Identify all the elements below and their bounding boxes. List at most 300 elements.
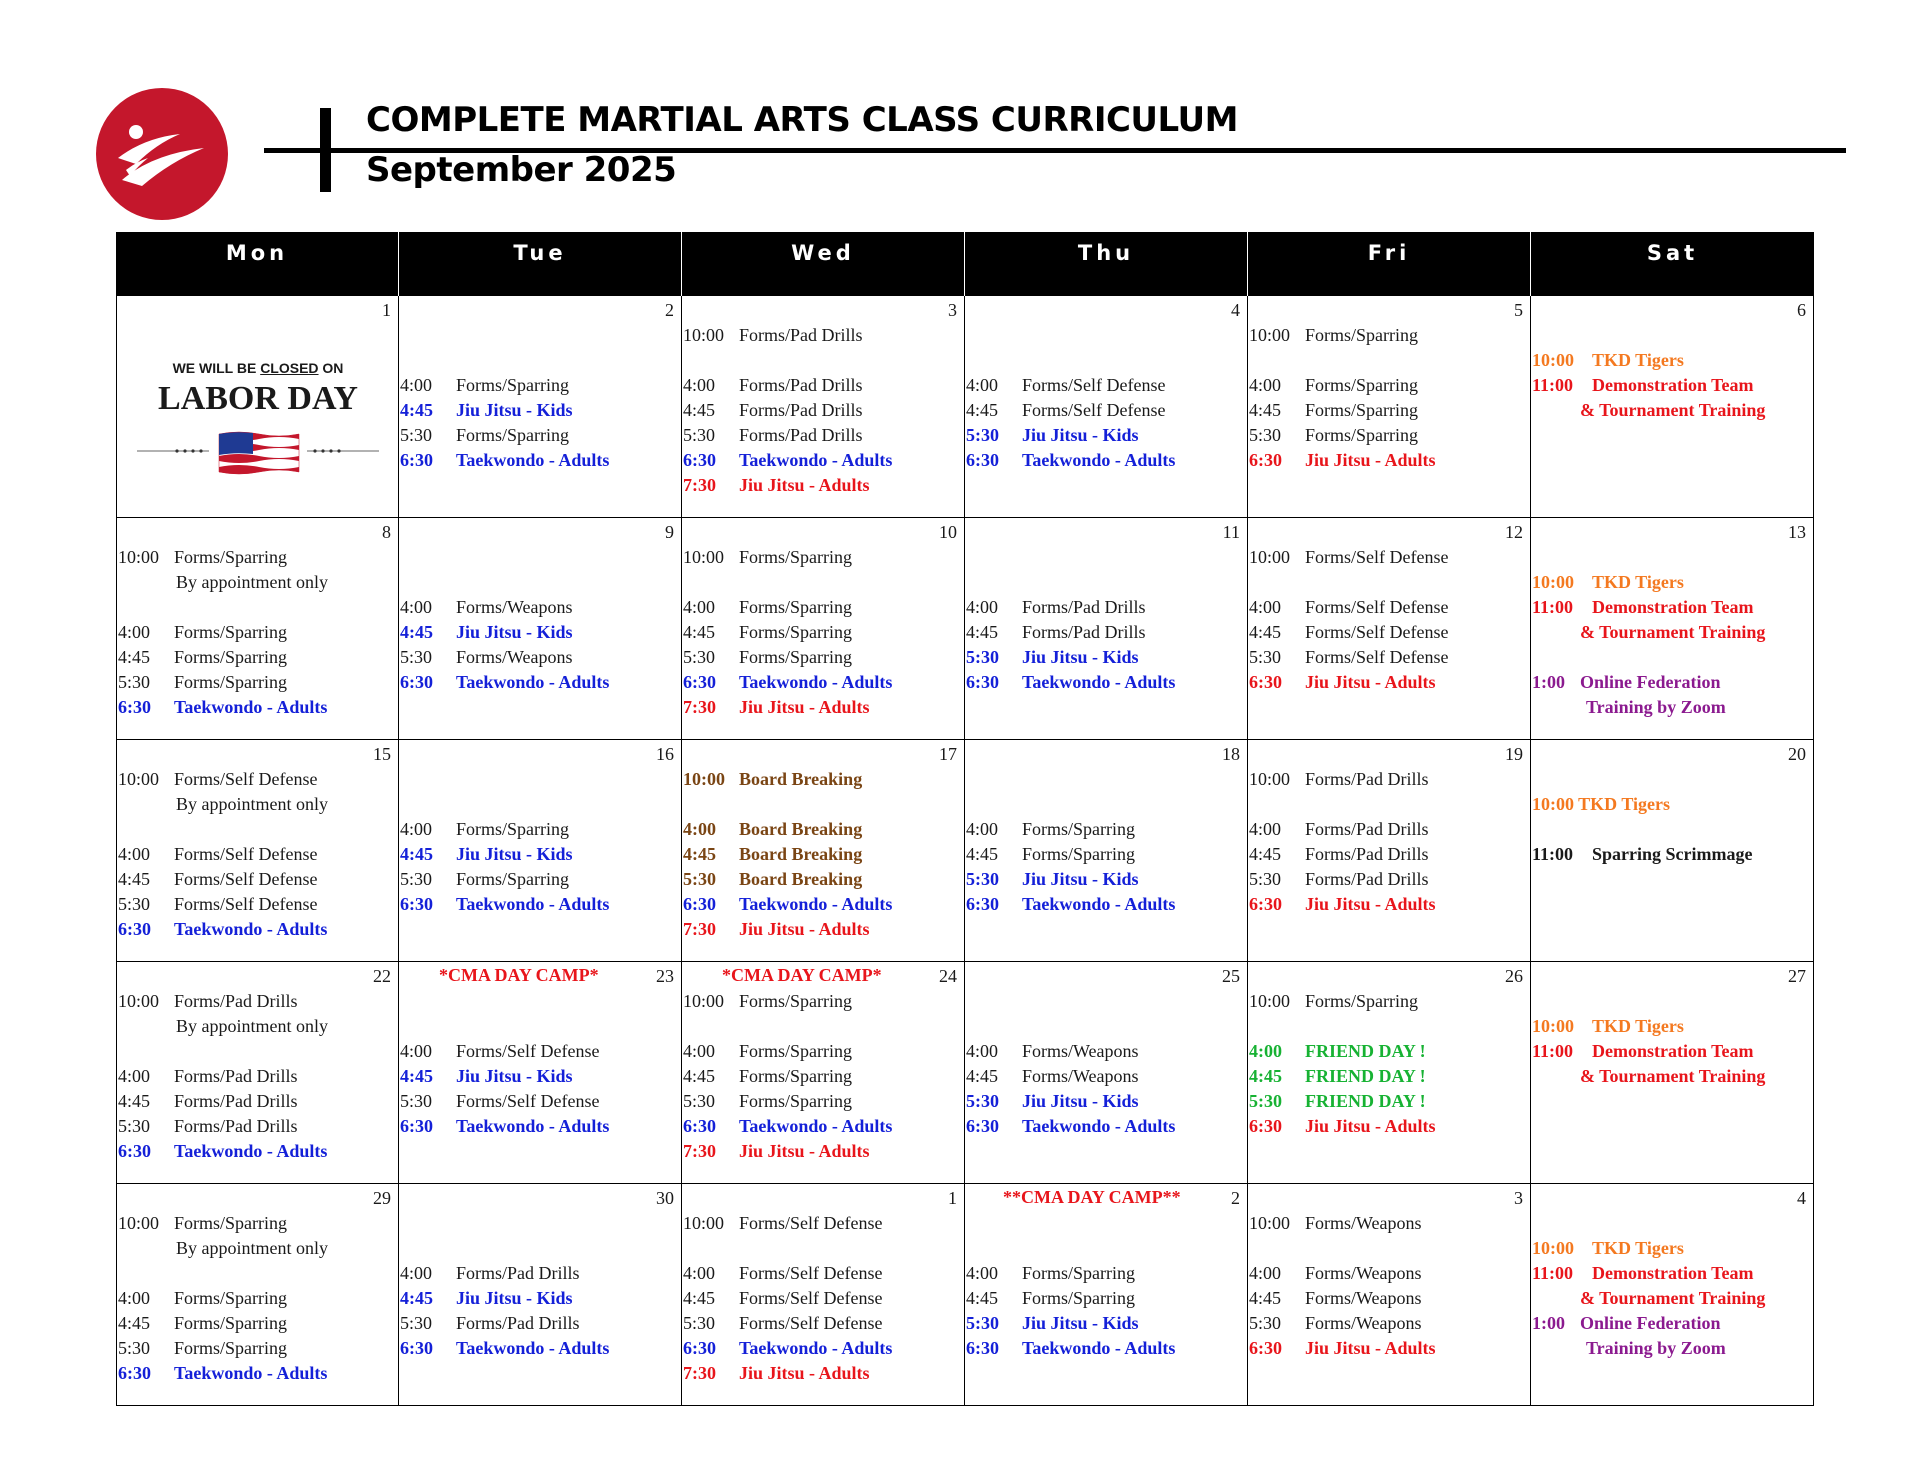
spacer — [966, 570, 1247, 595]
day-cell — [399, 962, 682, 1184]
class-entry — [118, 645, 398, 670]
class-time: 6:30 — [118, 919, 151, 939]
class-time: 5:30 — [1249, 869, 1282, 889]
class-name: Forms/Sparring — [1305, 991, 1419, 1011]
day-cell — [1248, 740, 1531, 962]
class-time: 10:00 — [118, 547, 160, 567]
class-name: TKD Tigers — [1592, 350, 1684, 370]
class-name: Forms/Sparring — [1305, 325, 1419, 345]
class-name: Forms/Sparring — [174, 547, 288, 567]
class-time: 10:00 — [683, 1213, 725, 1233]
class-time: 6:30 — [1249, 1116, 1282, 1136]
class-time: 4:00 — [118, 622, 151, 642]
day-number: 3 — [948, 300, 957, 320]
class-entry — [683, 817, 964, 842]
class-name: By appointment only — [176, 572, 328, 592]
class-entry — [966, 645, 1247, 670]
class-time: 4:45 — [1249, 844, 1282, 864]
day-cell — [116, 1184, 399, 1406]
spacer — [400, 1014, 681, 1039]
class-time: 4:45 — [966, 844, 999, 864]
class-list — [400, 989, 681, 1139]
class-name: & Tournament Training — [1580, 1066, 1766, 1086]
class-time: 10:00 — [1249, 325, 1291, 345]
class-entry — [683, 1114, 964, 1139]
class-list — [400, 1211, 681, 1361]
class-list — [400, 545, 681, 695]
class-time: 6:30 — [400, 1116, 433, 1136]
weekday-header-fri: Fri — [1248, 232, 1531, 296]
day-cell — [1531, 740, 1814, 962]
day-cell — [399, 518, 682, 740]
class-entry — [1532, 595, 1813, 620]
class-time: 4:45 — [683, 1288, 716, 1308]
day-cell — [116, 962, 399, 1184]
week-row — [116, 296, 1816, 518]
us-flag-icon — [137, 426, 379, 476]
class-name: Forms/Pad Drills — [739, 400, 863, 420]
class-entry — [118, 1139, 398, 1164]
spacer — [1532, 1211, 1813, 1236]
class-entry — [683, 620, 964, 645]
day-cell — [116, 296, 399, 518]
spacer — [1249, 348, 1530, 373]
day-number: 12 — [1505, 522, 1523, 542]
spacer — [118, 817, 398, 842]
day-camp-banner: *CMA DAY CAMP* — [439, 965, 599, 985]
class-name: Forms/Weapons — [1022, 1041, 1139, 1061]
class-entry — [118, 1014, 398, 1039]
day-camp-banner: **CMA DAY CAMP** — [1003, 1187, 1181, 1207]
logo — [96, 88, 228, 220]
class-time: 5:30 — [966, 1091, 999, 1111]
class-entry — [1532, 1336, 1813, 1361]
spacer — [966, 1236, 1247, 1261]
class-entry — [1249, 373, 1530, 398]
class-time: 4:00 — [400, 597, 433, 617]
class-name: Forms/Weapons — [1022, 1066, 1139, 1086]
week-row — [116, 1184, 1816, 1406]
class-list — [400, 323, 681, 473]
spacer — [966, 989, 1247, 1014]
class-time: 5:30 — [118, 894, 151, 914]
class-entry — [683, 1089, 964, 1114]
class-time: 6:30 — [118, 1363, 151, 1383]
class-time: 4:45 — [966, 1066, 999, 1086]
class-entry — [1532, 670, 1813, 695]
class-entry — [1249, 595, 1530, 620]
class-time: 7:30 — [683, 697, 716, 717]
class-entry — [683, 1139, 964, 1164]
class-name: Forms/Sparring — [1305, 375, 1419, 395]
class-entry — [683, 989, 964, 1014]
class-entry — [1532, 348, 1813, 373]
class-entry — [966, 817, 1247, 842]
class-time: 11:00 — [1532, 1041, 1574, 1061]
class-entry — [1249, 1336, 1530, 1361]
class-name: Taekwondo - Adults — [1022, 450, 1176, 470]
class-entry — [1249, 1039, 1530, 1064]
class-entry — [966, 670, 1247, 695]
class-time: 7:30 — [683, 1363, 716, 1383]
class-time: 4:00 — [400, 819, 433, 839]
class-time: 1:00 — [1532, 672, 1565, 692]
class-time: 10:00 — [1532, 572, 1574, 592]
class-name: Demonstration Team — [1592, 1263, 1754, 1283]
class-name: Taekwondo - Adults — [456, 450, 610, 470]
class-name: Taekwondo - Adults — [456, 1116, 610, 1136]
class-time: 6:30 — [966, 1116, 999, 1136]
day-cell — [1531, 518, 1814, 740]
class-name: Sparring Scrimmage — [1592, 844, 1753, 864]
class-name: Forms/Weapons — [1305, 1288, 1422, 1308]
spacer — [683, 348, 964, 373]
class-name: Online Federation — [1580, 1313, 1721, 1333]
day-cell — [116, 518, 399, 740]
class-entry — [400, 1261, 681, 1286]
class-name: Forms/Sparring — [739, 1041, 853, 1061]
spacer — [400, 792, 681, 817]
week-row — [116, 518, 1816, 740]
day-cell — [682, 962, 965, 1184]
class-entry — [400, 1311, 681, 1336]
class-time: 5:30 — [966, 1313, 999, 1333]
class-entry — [683, 545, 964, 570]
class-time: 6:30 — [400, 894, 433, 914]
class-name: FRIEND DAY ! — [1305, 1091, 1426, 1111]
class-entry — [400, 817, 681, 842]
class-time: 11:00 — [1532, 375, 1574, 395]
weekday-header-row — [116, 232, 1816, 296]
day-cell — [1248, 296, 1531, 518]
class-entry — [966, 1311, 1247, 1336]
class-time: 4:00 — [683, 375, 716, 395]
class-entry — [1249, 892, 1530, 917]
spacer — [400, 989, 681, 1014]
class-time: 5:30 — [400, 425, 433, 445]
class-time: 10:00 — [683, 769, 725, 789]
class-time: 4:45 — [400, 1288, 433, 1308]
class-entry — [1532, 1261, 1813, 1286]
class-time: 5:30 — [683, 425, 716, 445]
class-entry — [400, 670, 681, 695]
class-list — [966, 545, 1247, 695]
class-entry — [683, 595, 964, 620]
class-name: Forms/Sparring — [739, 991, 853, 1011]
labor-day-suffix: ON — [318, 360, 344, 376]
class-name: Jiu Jitsu - Adults — [739, 697, 870, 717]
class-name: & Tournament Training — [1580, 622, 1766, 642]
class-name: Jiu Jitsu - Kids — [456, 1288, 573, 1308]
class-name: Forms/Self Defense — [174, 844, 318, 864]
day-cell — [116, 740, 399, 962]
day-number: 1 — [382, 300, 391, 320]
class-name: Forms/Pad Drills — [1305, 819, 1429, 839]
spacer — [1249, 792, 1530, 817]
page-title: COMPLETE MARTIAL ARTS CLASS CURRICULUM — [366, 100, 1238, 140]
class-time: 10:00 — [1249, 1213, 1291, 1233]
class-name: Board Breaking — [739, 769, 863, 789]
class-name: Forms/Self Defense — [456, 1041, 600, 1061]
class-list — [400, 767, 681, 917]
class-time: 4:00 — [683, 1263, 716, 1283]
class-name: Forms/Weapons — [1305, 1263, 1422, 1283]
class-list — [118, 545, 398, 720]
class-name: Forms/Weapons — [1305, 1313, 1422, 1333]
class-entry — [400, 620, 681, 645]
class-entry — [966, 620, 1247, 645]
class-time: 4:00 — [966, 1263, 999, 1283]
class-entry — [1249, 323, 1530, 348]
class-time: 6:30 — [683, 450, 716, 470]
class-name: Forms/Sparring — [1022, 844, 1136, 864]
class-entry — [1532, 1014, 1813, 1039]
class-name: By appointment only — [176, 1016, 328, 1036]
class-time: 4:00 — [1249, 375, 1282, 395]
spacer — [966, 792, 1247, 817]
class-name: Forms/Pad Drills — [1305, 769, 1429, 789]
class-name: Forms/Pad Drills — [739, 325, 863, 345]
class-name: Forms/Self Defense — [739, 1288, 883, 1308]
weekday-header-wed: Wed — [682, 232, 965, 296]
class-time: 5:30 — [966, 425, 999, 445]
day-number: 3 — [1514, 1188, 1523, 1208]
class-list — [1532, 989, 1813, 1089]
day-cell — [1248, 518, 1531, 740]
class-entry — [400, 1336, 681, 1361]
weekday-header-mon: Mon — [116, 232, 399, 296]
class-entry — [400, 645, 681, 670]
class-entry — [683, 423, 964, 448]
class-time: 6:30 — [400, 672, 433, 692]
class-name: Board Breaking — [739, 819, 863, 839]
day-number: 19 — [1505, 744, 1523, 764]
class-entry — [683, 1039, 964, 1064]
class-time: 6:30 — [966, 894, 999, 914]
class-name: Taekwondo - Adults — [1022, 672, 1176, 692]
class-time: 7:30 — [683, 1141, 716, 1161]
class-entry — [1249, 867, 1530, 892]
class-time: 4:00 — [1249, 1041, 1282, 1061]
class-entry — [683, 695, 964, 720]
class-name: Forms/Sparring — [174, 1313, 288, 1333]
day-number: 8 — [382, 522, 391, 542]
class-name: Forms/Pad Drills — [456, 1313, 580, 1333]
class-list — [118, 989, 398, 1164]
class-time: 4:00 — [966, 819, 999, 839]
day-cell — [1248, 1184, 1531, 1406]
day-cell — [965, 1184, 1248, 1406]
class-time: 10:00 — [683, 325, 725, 345]
class-name: Forms/Pad Drills — [739, 425, 863, 445]
class-entry — [683, 398, 964, 423]
class-name: Forms/Self Defense — [739, 1213, 883, 1233]
class-name: Forms/Pad Drills — [1305, 869, 1429, 889]
class-time: 6:30 — [683, 672, 716, 692]
class-time: 6:30 — [118, 697, 151, 717]
class-entry — [400, 398, 681, 423]
class-time: 4:45 — [118, 869, 151, 889]
calendar-grid — [116, 232, 1816, 1406]
weekday-header-thu: Thu — [965, 232, 1248, 296]
class-entry — [400, 867, 681, 892]
class-time: 10:00 — [1249, 769, 1291, 789]
class-time: 5:30 — [1249, 647, 1282, 667]
class-time: 6:30 — [966, 672, 999, 692]
class-time: 4:00 — [966, 1041, 999, 1061]
class-name: Forms/Sparring — [174, 1338, 288, 1358]
day-number: 17 — [939, 744, 957, 764]
class-entry — [118, 570, 398, 595]
class-list — [1532, 323, 1813, 423]
class-entry — [118, 1286, 398, 1311]
class-time: 4:00 — [118, 1288, 151, 1308]
class-list — [683, 545, 964, 720]
class-time: 10:00 — [1249, 991, 1291, 1011]
day-number: 4 — [1797, 1188, 1806, 1208]
class-name: Jiu Jitsu - Kids — [1022, 869, 1139, 889]
class-time: 4:00 — [966, 375, 999, 395]
day-number: 24 — [939, 966, 957, 986]
class-name: Forms/Sparring — [739, 547, 853, 567]
class-entry — [966, 373, 1247, 398]
class-entry — [683, 1311, 964, 1336]
spacer — [683, 570, 964, 595]
spacer — [683, 1236, 964, 1261]
day-number: 22 — [373, 966, 391, 986]
class-name: Forms/Self Defense — [1305, 597, 1449, 617]
day-camp-banner: *CMA DAY CAMP* — [722, 965, 882, 985]
class-name: Forms/Self Defense — [1022, 375, 1166, 395]
class-entry — [1532, 1286, 1813, 1311]
class-list — [1532, 545, 1813, 720]
class-entry — [1249, 1261, 1530, 1286]
day-cell — [1248, 962, 1531, 1184]
class-list — [966, 767, 1247, 917]
class-time: 5:30 — [683, 647, 716, 667]
spacer — [1532, 645, 1813, 670]
class-name: Jiu Jitsu - Adults — [1305, 894, 1436, 914]
class-entry — [118, 670, 398, 695]
spacer — [1249, 1236, 1530, 1261]
class-list — [1249, 767, 1530, 917]
class-entry — [1249, 989, 1530, 1014]
class-entry — [683, 473, 964, 498]
class-entry — [118, 1114, 398, 1139]
class-time: 4:45 — [683, 1066, 716, 1086]
class-name: Taekwondo - Adults — [174, 1363, 328, 1383]
calendar-weeks — [116, 296, 1816, 1406]
class-name: Forms/Sparring — [174, 622, 288, 642]
class-entry — [1532, 1064, 1813, 1089]
class-entry — [1532, 398, 1813, 423]
class-entry — [1249, 1114, 1530, 1139]
class-time: 5:30 — [1249, 425, 1282, 445]
class-entry — [1249, 398, 1530, 423]
class-list — [1249, 545, 1530, 695]
class-name: Forms/Pad Drills — [1305, 844, 1429, 864]
class-name: Taekwondo - Adults — [739, 672, 893, 692]
class-time: 4:45 — [400, 622, 433, 642]
day-number: 23 — [656, 966, 674, 986]
class-entry — [683, 842, 964, 867]
class-time: 4:00 — [400, 375, 433, 395]
class-entry — [683, 670, 964, 695]
class-list — [1249, 323, 1530, 473]
class-entry — [400, 842, 681, 867]
class-time: 4:45 — [400, 400, 433, 420]
spacer — [1532, 767, 1813, 792]
class-time: 4:45 — [966, 1288, 999, 1308]
spacer — [966, 545, 1247, 570]
class-name: Forms/Weapons — [456, 647, 573, 667]
class-entry — [118, 1236, 398, 1261]
class-entry — [1532, 695, 1813, 720]
class-time: 10:00 — [1532, 1238, 1574, 1258]
day-number: 29 — [373, 1188, 391, 1208]
class-name: Jiu Jitsu - Kids — [1022, 425, 1139, 445]
spacer — [1532, 989, 1813, 1014]
labor-day-line1 — [137, 360, 379, 376]
class-name: Forms/Pad Drills — [174, 1091, 298, 1111]
class-time: 11:00 — [1532, 844, 1574, 864]
class-list — [1532, 767, 1813, 867]
class-time: 5:30 — [1249, 1091, 1282, 1111]
class-name: Forms/Sparring — [456, 375, 570, 395]
class-name: Forms/Pad Drills — [1022, 622, 1146, 642]
class-name: Forms/Sparring — [1022, 1263, 1136, 1283]
class-time: 4:45 — [400, 844, 433, 864]
class-entry — [118, 917, 398, 942]
class-name: Forms/Self Defense — [174, 894, 318, 914]
class-name: Taekwondo - Adults — [1022, 1338, 1176, 1358]
class-list — [683, 323, 964, 498]
class-name: Forms/Pad Drills — [174, 1116, 298, 1136]
spacer — [966, 1211, 1247, 1236]
class-entry — [683, 892, 964, 917]
day-number: 6 — [1797, 300, 1806, 320]
class-entry — [966, 448, 1247, 473]
class-name: Taekwondo - Adults — [456, 1338, 610, 1358]
class-list — [118, 1211, 398, 1386]
class-name: Forms/Sparring — [1305, 425, 1419, 445]
class-name: Forms/Pad Drills — [1022, 597, 1146, 617]
class-name: Forms/Pad Drills — [174, 1066, 298, 1086]
class-list — [1249, 1211, 1530, 1361]
class-entry — [400, 892, 681, 917]
day-number: 25 — [1222, 966, 1240, 986]
class-entry — [966, 1089, 1247, 1114]
class-name: Demonstration Team — [1592, 375, 1754, 395]
class-time: 4:45 — [683, 844, 716, 864]
class-entry — [966, 423, 1247, 448]
class-time: 7:30 — [683, 475, 716, 495]
spacer — [966, 348, 1247, 373]
day-number: 2 — [1231, 1188, 1240, 1208]
spacer — [118, 1039, 398, 1064]
class-time: 6:30 — [683, 1116, 716, 1136]
class-entry — [683, 1064, 964, 1089]
class-time: 10:00 — [1249, 547, 1291, 567]
class-name: Jiu Jitsu - Kids — [456, 400, 573, 420]
day-number: 9 — [665, 522, 674, 542]
class-list — [1249, 989, 1530, 1139]
class-time: 5:30 — [683, 1091, 716, 1111]
class-name: Jiu Jitsu - Kids — [456, 844, 573, 864]
class-name: Taekwondo - Adults — [739, 450, 893, 470]
class-name: TKD Tigers — [1592, 1238, 1684, 1258]
class-entry — [400, 1089, 681, 1114]
